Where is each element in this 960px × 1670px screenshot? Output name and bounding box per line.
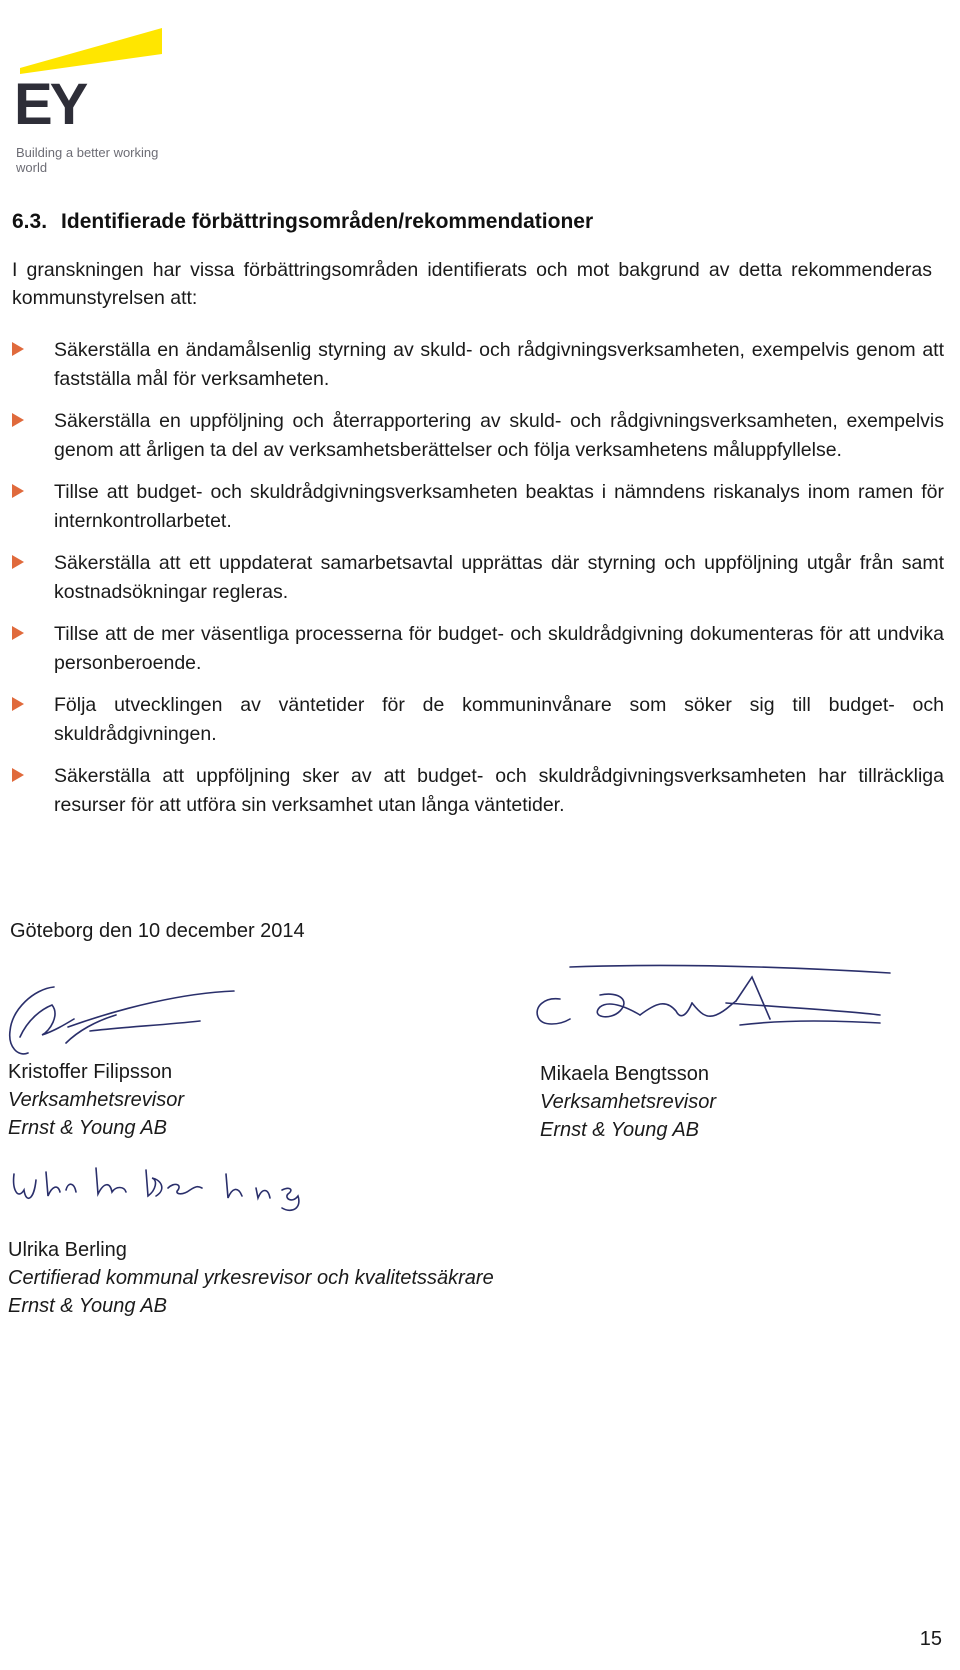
recommendation-text: Följa utvecklingen av väntetider för de kommuninvånare som söker sig till budget- och skuldrådgivningen.: [54, 694, 944, 745]
signatory-name: Mikaela Bengtsson: [540, 1063, 709, 1085]
signature-bengtsson: [530, 955, 910, 1055]
recommendation-item: [12, 762, 944, 820]
signatory-name: Kristoffer Filipsson: [8, 1061, 173, 1083]
recommendation-item: [12, 478, 944, 536]
signatory-bengtsson: [540, 1060, 716, 1144]
signature-berling: [6, 1160, 326, 1230]
logo-tagline: Building a better working world: [16, 145, 159, 175]
section-title: Identifierade förbättringsområden/rekommendationer: [61, 210, 594, 233]
signatory-berling: [8, 1236, 494, 1320]
signatory-role: Verksamhetsrevisor: [540, 1091, 716, 1113]
triangle-bullet-icon: [12, 555, 24, 569]
recommendation-item: [12, 691, 944, 749]
logo-mark: EY: [14, 72, 86, 137]
signatory-firm: Ernst & Young AB: [8, 1295, 167, 1317]
triangle-bullet-icon: [12, 768, 24, 782]
recommendation-item: [12, 336, 944, 394]
signature-filipsson: [4, 975, 244, 1065]
triangle-bullet-icon: [12, 626, 24, 640]
recommendation-item: [12, 407, 944, 465]
recommendation-text: Säkerställa en ändamålsenlig styrning av skuld- och rådgivningsverksamheten, exempelvis genom att fastställa mål för verksamheten.: [54, 339, 944, 390]
triangle-bullet-icon: [12, 342, 24, 356]
signatory-filipsson: [8, 1058, 184, 1142]
recommendation-item: [12, 620, 944, 678]
recommendation-text: Säkerställa att ett uppdaterat samarbetsavtal upprättas där styrning och uppföljning utgår från samt kostnadsökningar regleras.: [54, 552, 944, 603]
recommendation-text: Tillse att de mer väsentliga processerna för budget- och skuldrådgivning dokumenteras för att undvika personberoende.: [54, 623, 944, 674]
section-heading: [12, 210, 593, 234]
triangle-bullet-icon: [12, 697, 24, 711]
ey-logo: [10, 12, 170, 182]
page-number: 15: [919, 1628, 942, 1650]
triangle-bullet-icon: [12, 413, 24, 427]
triangle-bullet-icon: [12, 484, 24, 498]
signatory-role: Certifierad kommunal yrkesrevisor och kvalitetssäkrare: [8, 1267, 494, 1289]
section-number: 6.3.: [12, 210, 48, 233]
intro-paragraph: I granskningen har vissa förbättringsområden identifierats och mot bakgrund av detta rekommenderas kommunstyrelsen att:: [12, 259, 932, 309]
recommendation-text: Säkerställa att uppföljning sker av att budget- och skuldrådgivningsverksamheten har tillräckliga resurser för att utföra sin verksamhet utan långa väntetider.: [54, 765, 944, 816]
recommendation-text: Tillse att budget- och skuldrådgivningsverksamheten beaktas i nämndens riskanalys inom ramen för internkontrollarbetet.: [54, 481, 944, 532]
signatory-firm: Ernst & Young AB: [8, 1117, 167, 1139]
signatory-firm: Ernst & Young AB: [540, 1119, 699, 1141]
recommendation-text: Säkerställa en uppföljning och återrapportering av skuld- och rådgivningsverksamheten, exempelvis genom att årligen ta del av verksamhetsberättelser och följa verksamhetens måluppfyllelse.: [54, 410, 944, 461]
signatory-name: Ulrika Berling: [8, 1239, 127, 1261]
signatory-role: Verksamhetsrevisor: [8, 1089, 184, 1111]
recommendation-list: [12, 336, 944, 820]
place-date: Göteborg den 10 december 2014: [10, 920, 305, 942]
recommendation-item: [12, 549, 944, 607]
